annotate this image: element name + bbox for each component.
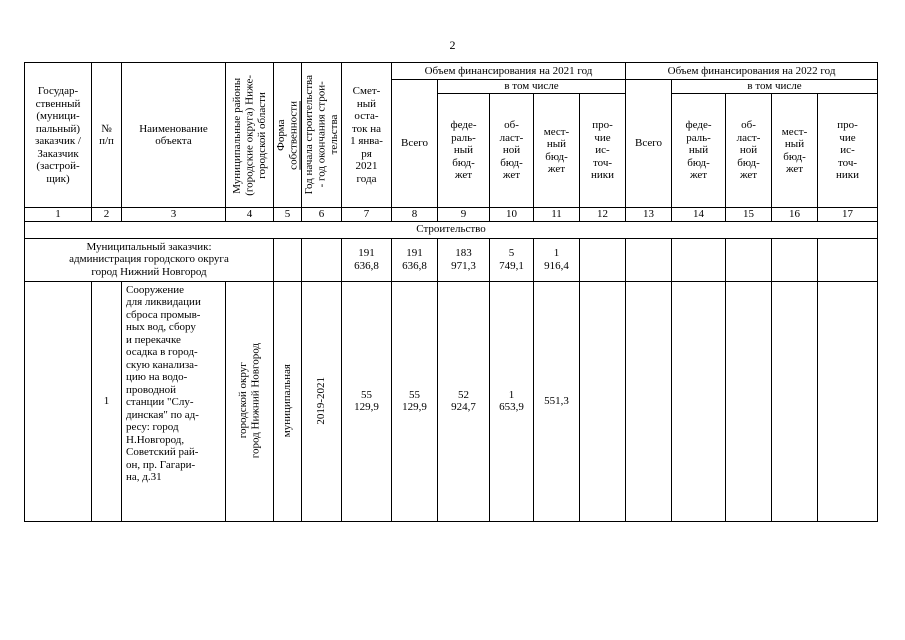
- object-row: [25, 281, 878, 521]
- empty-cell: [772, 281, 818, 521]
- empty-cell: [626, 238, 672, 281]
- empty-cell: [672, 238, 726, 281]
- column-number: 15: [726, 208, 772, 222]
- column-number: 9: [438, 208, 490, 222]
- column-number: 11: [534, 208, 580, 222]
- column-number: 5: [274, 208, 302, 222]
- object-years: [302, 281, 342, 521]
- object-district: [226, 281, 274, 521]
- column-numbers-row: [25, 208, 878, 222]
- column-number: 3: [122, 208, 226, 222]
- header-ownership: [274, 63, 302, 208]
- customer-local-2021: 1 916,4: [534, 238, 580, 281]
- header-ownership-text: [275, 101, 300, 170]
- column-number: 10: [490, 208, 534, 222]
- object-federal-2021: 52 924,7: [438, 281, 490, 521]
- empty-cell: [274, 238, 302, 281]
- header-total-2021: Всего: [392, 80, 438, 208]
- object-district-text: городской округ город Нижний Новгород: [237, 343, 262, 459]
- empty-cell: [818, 238, 878, 281]
- object-name: Сооружение для ликвидации сброса промыв- ных вод, сбору и перекачке осадка в город- скую канализа- цию на водо- проводной станции "Слу- динская" по ад- ресу: город Н.Новгород, Советский рай- он, пр. Гагари- на, д.31: [122, 281, 226, 521]
- header-districts: [226, 63, 274, 208]
- column-number: 4: [226, 208, 274, 222]
- header-local-2022: мест- ный бюд- жет: [772, 94, 818, 208]
- column-number: 16: [772, 208, 818, 222]
- empty-cell: [302, 238, 342, 281]
- object-regional-2021: 1 653,9: [490, 281, 534, 521]
- empty-cell: [580, 238, 626, 281]
- object-years-text: 2019-2021: [315, 377, 328, 425]
- empty-cell: [672, 281, 726, 521]
- object-estimate: 55 129,9: [342, 281, 392, 521]
- page-number: 2: [449, 38, 456, 52]
- header-object-name: Наименование объекта: [122, 63, 226, 208]
- customer-row: [25, 238, 878, 281]
- empty-cell: [580, 281, 626, 521]
- header-fin-2021: Объем финансирования на 2021 год: [392, 63, 626, 80]
- empty-cell: [726, 238, 772, 281]
- header-regional-2021: об- ласт- ной бюд- жет: [490, 94, 534, 208]
- column-number: 6: [302, 208, 342, 222]
- column-number: 8: [392, 208, 438, 222]
- customer-federal-2021: 183 971,3: [438, 238, 490, 281]
- header-regional-2022: об- ласт- ной бюд- жет: [726, 94, 772, 208]
- empty-cell: [726, 281, 772, 521]
- header-fin-2022: Объем финансирования на 2022 год: [626, 63, 878, 80]
- customer-regional-2021: 5 749,1: [490, 238, 534, 281]
- section-title: Строительство: [25, 221, 878, 238]
- financing-table: [24, 62, 878, 522]
- header-estimate-remainder: Смет- ный оста- ток на 1 янва- ря 2021 года: [342, 63, 392, 208]
- header-ownership-line2: собственности: [287, 100, 300, 170]
- section-row: [25, 221, 878, 238]
- column-number: 12: [580, 208, 626, 222]
- object-number: 1: [92, 281, 122, 521]
- empty-cell: [818, 281, 878, 521]
- header-local-2021: мест- ный бюд- жет: [534, 94, 580, 208]
- header-customer: Государ- ственный (муници- пальный) заказчик / Заказчик (застрой- щик): [25, 63, 92, 208]
- header-federal-2021: феде- раль- ный бюд- жет: [438, 94, 490, 208]
- column-number: 1: [25, 208, 92, 222]
- header-including-2022: в том числе: [672, 80, 878, 94]
- empty-cell: [626, 281, 672, 521]
- column-number: 2: [92, 208, 122, 222]
- header-districts-text: Муниципальные районы (городские округа) Ниже- городской области: [230, 74, 268, 196]
- header-other-2022: про- чие ис- точ- ники: [818, 94, 878, 208]
- column-number: 14: [672, 208, 726, 222]
- header-ownership-line1: Форма: [275, 119, 287, 151]
- object-ownership-text: муниципальная: [281, 364, 294, 438]
- column-number: 13: [626, 208, 672, 222]
- empty-cell: [772, 238, 818, 281]
- customer-total-2021: 191 636,8: [392, 238, 438, 281]
- header-federal-2022: феде- раль- ный бюд- жет: [672, 94, 726, 208]
- empty-cell: [25, 281, 92, 521]
- header-total-2022: Всего: [626, 80, 672, 208]
- header-including-2021: в том числе: [438, 80, 626, 94]
- header-number: № п/п: [92, 63, 122, 208]
- object-local-2021: 551,3: [534, 281, 580, 521]
- object-total-2021: 55 129,9: [392, 281, 438, 521]
- header-years-text: Год начала строительства - год окончания строи- тельства: [302, 75, 340, 195]
- customer-estimate: 191 636,8: [342, 238, 392, 281]
- object-ownership: [274, 281, 302, 521]
- customer-label: Муниципальный заказчик: администрация городского округа город Нижний Новгород: [25, 238, 274, 281]
- column-number: 7: [342, 208, 392, 222]
- header-other-2021: про- чие ис- точ- ники: [580, 94, 626, 208]
- header-years: [302, 63, 342, 208]
- column-number: 17: [818, 208, 878, 222]
